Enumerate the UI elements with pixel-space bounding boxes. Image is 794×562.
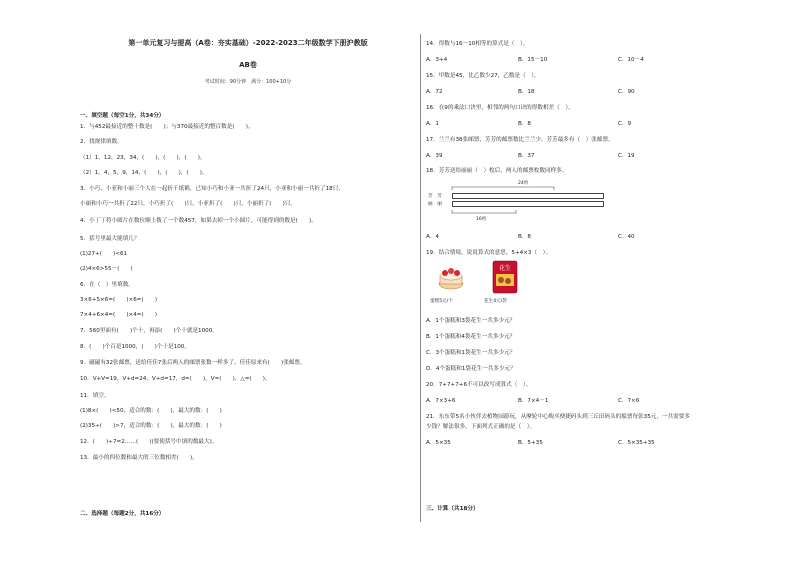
lili-bar — [452, 201, 604, 207]
section3-heading: 三、计算（共18分） — [426, 506, 479, 512]
question-13: 13．最小的四位数和最大的三位数相差( )。 — [80, 455, 198, 461]
diagram-row1-label: 芳 芳 — [428, 194, 442, 199]
q16-option-a: A．1 — [426, 121, 439, 127]
question-9: 9．磁磁有32张邮票，送给佳佳7张后两人的邮票张数一样多了。佳佳原来有( )张邮票。 — [80, 360, 306, 366]
question-15: 15．甲数是45，比乙数少27，乙数是（ ）。 — [426, 73, 540, 79]
q19-option-a: A．1个蛋糕和3袋花生一共多少元？ — [426, 318, 516, 324]
section1-heading: 一、填空题（每空1分，共34分） — [80, 113, 165, 119]
q20-option-c: C．7×6 — [618, 398, 640, 404]
q21-option-a: A．5×35 — [426, 440, 451, 446]
question-21-line2: 少钱？解法很多，下面列式正确的是（ ）。 — [426, 424, 536, 430]
q18-option-a: A．4 — [426, 234, 439, 240]
question-11-1: (1)8×( )<50，适合的数：( )，最大的数：( ) — [80, 408, 222, 414]
q17-option-b: B．37 — [518, 153, 535, 159]
q15-option-c: C．90 — [618, 89, 635, 95]
page-title: 第一单元复习与提高（A卷：夯实基础）-2022-2023二年级数学下册沪教版 — [128, 39, 368, 47]
question-12: 12．( )÷7=2……( )(要使括号中填的数最大)。 — [80, 439, 218, 445]
question-7: 7．560里面有( )个十，再添( )个十就是1000。 — [80, 328, 218, 334]
question-14: 14．得数与16－10相等的算式是（ ）。 — [426, 41, 529, 47]
diagram-top-label: 24枚 — [518, 181, 529, 186]
q21-option-b: B．5+35 — [518, 440, 543, 446]
question-5-2: (2)4×6>55－( ) — [80, 266, 133, 272]
question-3-line2: 小丽和小巧一共折了22只。小巧折了( )只，小亚折了( )只，小丽折了( )只。 — [80, 201, 296, 207]
cake-image — [436, 262, 466, 292]
section2-heading: 二、选择题（每题2分，共16分） — [80, 511, 165, 517]
peanut-bag-text: 花生 — [498, 265, 512, 272]
q17-option-c: C．19 — [618, 153, 635, 159]
q14-option-c: C．10－4 — [618, 57, 644, 63]
question-19: 19．结合情境，说说算式的意思。5+4×3（ ）。 — [426, 250, 552, 256]
q19-option-c: C．3个蛋糕和1袋花生一共多少元？ — [426, 350, 516, 356]
question-21-line1: 21．东东带5名小伙伴去植物园游玩，从摩轮中心购买便捷码头到三丘田码头的船票每张35元，一共需要多 — [426, 414, 690, 420]
question-11-2: (2)35÷( )>7，适合的数：( )，最大的数：( ) — [80, 423, 222, 429]
q19-option-d: D．4个蛋糕和1袋花生一共多少元？ — [426, 366, 516, 372]
question-18: 18．芳芳送给丽丽（ ）枚后，两人的邮票枚数同样多。 — [426, 168, 568, 174]
question-6: 6．在（ ）里填数。 — [80, 282, 134, 288]
q16-option-c: C．9 — [618, 121, 632, 127]
question-6-2: 7×4+6×4=( )×4=( ) — [80, 312, 158, 318]
diagram-bottom-label: 16枚 — [476, 217, 487, 222]
question-2-1: （1）1，12，23，34，( )，( )，( )。 — [80, 155, 206, 161]
q20-option-b: B．7×4－1 — [518, 398, 549, 404]
question-4: 4．小丁丁将小圆片在数位顺上拨了一个数457，如果去掉一个小圆片，可能得到的数是( )。 — [80, 218, 317, 224]
question-3-line1: 3．小巧、小亚和小丽三个人在一起折千纸鹤，已知小巧和小亚一共折了24只，小亚和小丽一共折了18只， — [80, 186, 344, 192]
q14-option-b: B．15－10 — [518, 57, 548, 63]
question-11: 11．填空。 — [80, 393, 110, 399]
question-2-2: （2）1，4，5，9，14，( )，( )，( )。 — [80, 170, 208, 176]
peanut-price-label: 花生4元/袋 — [484, 299, 507, 304]
q16-option-b: B．8 — [518, 121, 531, 127]
diagram-row2-label: 丽 丽 — [428, 202, 442, 207]
q17-option-a: A．39 — [426, 153, 443, 159]
peanut-bag-icon — [490, 260, 520, 294]
question-16: 16．在9的乘法口诀里，相邻的两句口诀的得数相差（ ）。 — [426, 105, 574, 111]
exam-meta: 考试时间：90分钟 满分：100+10分 — [204, 79, 292, 85]
question-6-1: 3×6+5×6=( )×6=( ) — [80, 297, 158, 303]
page-subtitle: AB卷 — [239, 61, 257, 69]
q15-option-b: B．18 — [518, 89, 535, 95]
cake-icon — [436, 262, 466, 292]
stamp-segment-diagram — [426, 180, 626, 228]
question-20: 20．7+7+7+6不可以改写成算式（ ）。 — [426, 382, 532, 388]
question-5-1: (1)27+( )<61 — [80, 251, 128, 257]
question-17: 17．兰兰有38张邮票，芳芳的邮票数比兰兰少，芳芳最多有（ ）张邮票。 — [426, 137, 614, 143]
question-8: 8．( )个百是1000，( )个十是100。 — [80, 344, 190, 350]
q18-option-c: C．40 — [618, 234, 635, 240]
q20-option-a: A．7×3+6 — [426, 398, 456, 404]
question-5: 5．括号里最大能填几？ — [80, 236, 140, 242]
q15-option-a: A．72 — [426, 89, 443, 95]
fangfang-bar — [452, 193, 604, 199]
q14-option-a: A．3+4 — [426, 57, 448, 63]
peanut-image — [490, 260, 520, 294]
question-10: 10．V+V=19，V+d=24，V+d=17，d=( )，V=( )，△=( )。 — [80, 376, 271, 382]
q19-option-b: B．1个蛋糕和4袋花生一共多少元？ — [426, 334, 516, 340]
question-2: 2．找规律填数。 — [80, 139, 123, 145]
q21-option-c: C．5×35+35 — [618, 440, 655, 446]
question-1: 1．与452最接近的整十数是( )；与370最接近的整百数是( )。 — [80, 124, 254, 130]
column-divider — [420, 34, 421, 522]
cake-price-label: 蛋糕5元/个 — [430, 299, 453, 304]
q18-option-b: B．8 — [518, 234, 531, 240]
